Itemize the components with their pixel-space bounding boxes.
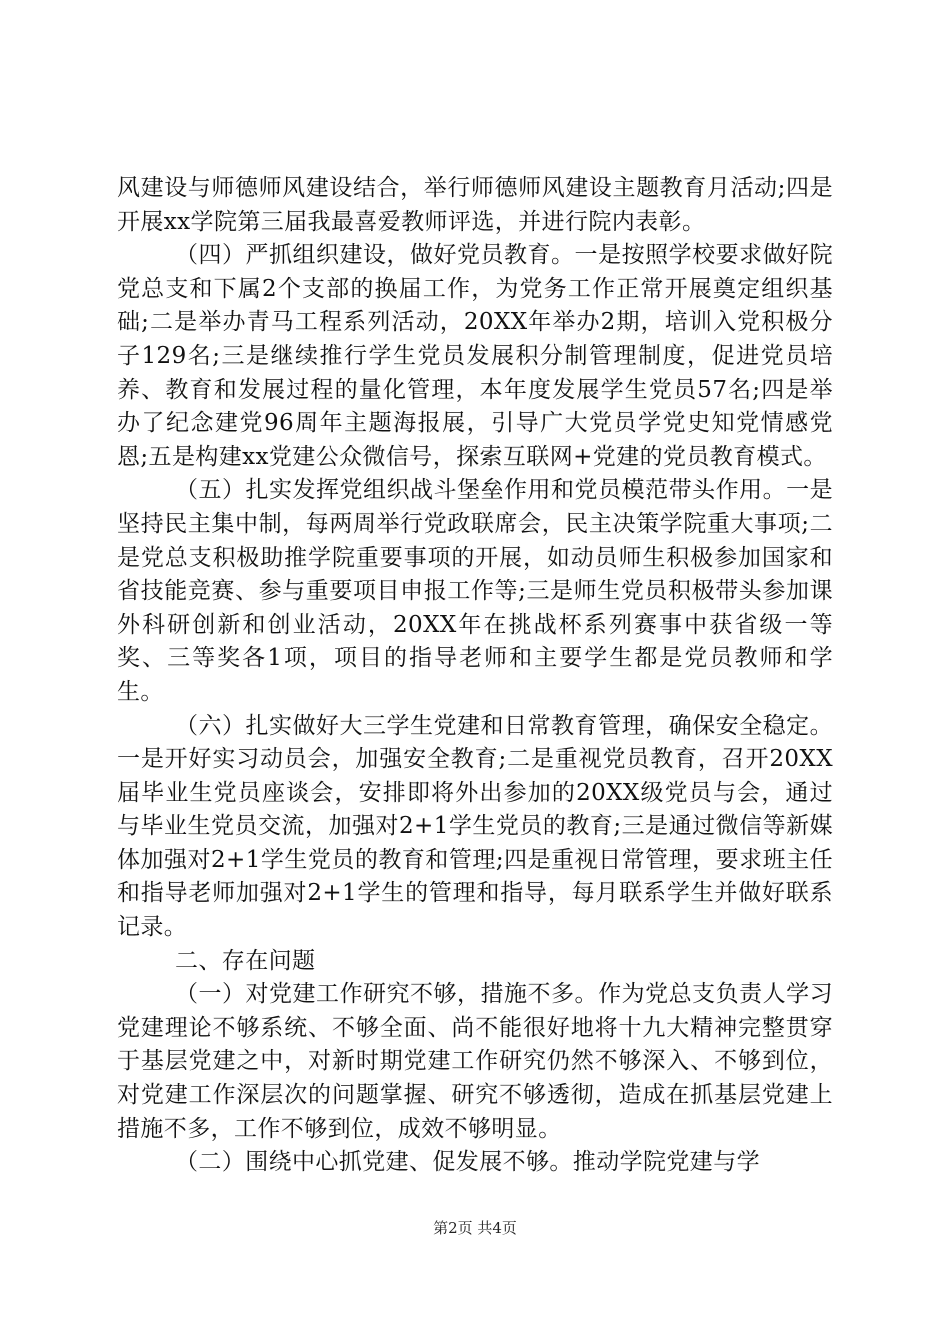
document-body [117, 172, 833, 1180]
paragraph-continuation: 风建设与师德师风建设结合，举行师德师风建设主题教育月活动;四是开展xx学院第三届我最喜爱教师评选，并进行院内表彰。 [117, 175, 833, 235]
paragraph-problem-development: （二）围绕中心抓党建、促发展不够。推动学院党建与学 [175, 1149, 760, 1176]
paragraph-party-role: （五）扎实发挥党组织战斗堡垒作用和党员模范带头作用。一是坚持民主集中制，每两周举行党政联席会，民主决策学院重大事项;二是党总支积极助推学院重要事项的开展，如动员师生积极参加国家和省技能竞赛、参与重要项目申报工作等;三是师生党员积极带头参加课外科研创新和创业活动，20XX年在挑战杯系列赛事中获省级一等奖、三等奖各1项，项目的指导老师和主要学生都是党员教师和学生。 [117, 477, 833, 705]
paragraph-organization-building: （四）严抓组织建设，做好党员教育。一是按照学校要求做好院党总支和下属2个支部的换届工作，为党务工作正常开展奠定组织基础;二是举办青马工程系列活动，20XX年举办2期，培训入党积极分子129名;三是继续推行学生党员发展积分制管理制度，促进党员培养、教育和发展过程的量化管理，本年度发展学生党员57名;四是举办了纪念建党96周年主题海报展，引导广大党员学党史知党情感党恩;五是构建xx党建公众微信号，探索互联网+党建的党员教育模式。 [117, 242, 833, 470]
paragraph-senior-students: （六）扎实做好大三学生党建和日常教育管理，确保安全稳定。一是开好实习动员会，加强安全教育;二是重视党员教育，召开20XX届毕业生党员座谈会，安排即将外出参加的20XX级党员与会，通过与毕业生党员交流，加强对2+1学生党员的教育;三是通过微信等新媒体加强对2+1学生党员的教育和管理;四是重视日常管理，要求班主任和指导老师加强对2+1学生的管理和指导，每月联系学生并做好联系记录。 [117, 712, 833, 941]
page-footer: 第2页 共4页 [433, 1219, 517, 1237]
paragraph-problem-research: （一）对党建工作研究不够，措施不多。作为党总支负责人学习党建理论不够系统、不够全面、尚不能很好地将十九大精神完整贯穿于基层党建之中，对新时期党建工作研究仍然不够深入、不够到位，对党建工作深层次的问题掌握、研究不够透彻，造成在抓基层党建上措施不多，工作不够到位，成效不够明显。 [117, 981, 833, 1142]
section-heading-problems: 二、存在问题 [175, 947, 316, 974]
